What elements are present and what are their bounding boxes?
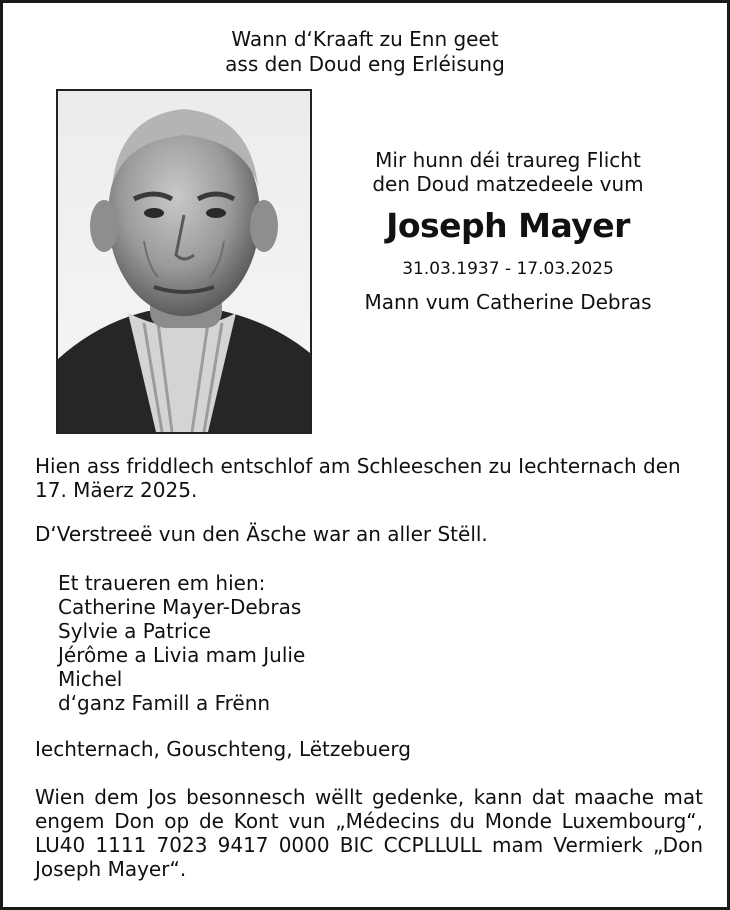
intro-line-1: Mir hunn déi traureg Flicht: [375, 148, 641, 172]
mourner-name: Catherine Mayer-Debras: [58, 595, 302, 619]
portrait-photo-icon: [58, 91, 310, 432]
ashes-paragraph: D‘Verstreeë vun den Äsche war an aller Stëll.: [35, 522, 488, 546]
motto: [3, 27, 727, 77]
mourner-name: Jérôme a Livia mam Julie: [58, 643, 306, 667]
passing-paragraph: Hien ass friddlech entschlof am Schleeschen zu Iechternach den 17. Mäerz 2025.: [35, 454, 681, 502]
motto-line-1: Wann d‘Kraaft zu Enn geet: [231, 27, 499, 51]
mourner-name: Sylvie a Patrice: [58, 619, 212, 643]
place-line: Iechternach, Gouschteng, Lëtzebuerg: [35, 737, 411, 761]
mourners-list: [58, 571, 305, 715]
mourner-name: d‘ganz Famill a Frënn: [58, 691, 271, 715]
portrait-photo: [56, 89, 312, 434]
intro-text: [333, 148, 683, 196]
life-dates: 31.03.1937 - 17.03.2025: [402, 259, 614, 279]
spouse-line: Mann vum Catherine Debras: [364, 290, 652, 314]
donation-paragraph: Wien dem Jos besonnesch wëllt gedenke, kann dat maache mat engem Don op de Kont vun „Médecins du Monde Luxembourg“, LU40 1111 7023 9417 0000 BIC CCPLLULL mam Vermierk „Don Joseph Mayer“.: [35, 785, 703, 881]
mourner-name: Michel: [58, 667, 123, 691]
mourners-heading: Et traueren em hien:: [58, 571, 266, 595]
intro-line-2: den Doud matzedeele vum: [372, 172, 644, 196]
deceased-name: Joseph Mayer: [386, 206, 630, 245]
motto-line-2: ass den Doud eng Erléisung: [225, 52, 505, 76]
